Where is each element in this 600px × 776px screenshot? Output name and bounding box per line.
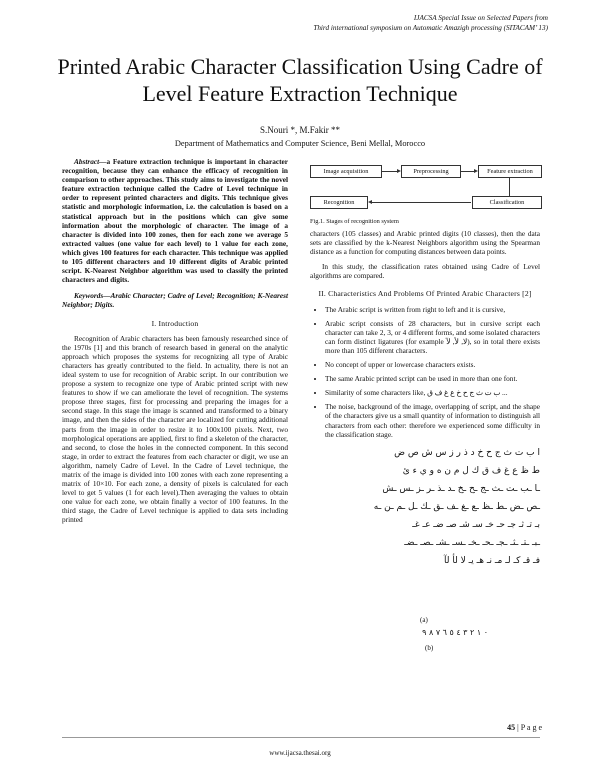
list-item: • The noise, background of the image, overlapping of script, and the shape of the characters give us a small quantity of information to distinguish all characters from each other: therefore we experienced some difficulty in the classification stage. [325, 402, 540, 438]
figure-1 [310, 157, 540, 229]
list-item: • The Arabic script is written from right to left and it is cursive, [325, 305, 540, 314]
footer-divider [62, 737, 540, 738]
arrow-4 [370, 202, 471, 203]
header-line-2: Third international symposium on Automatic Amazigh processing (SITACAM’ 13) [313, 23, 548, 32]
section-1-heading: I. Introduction [151, 318, 199, 328]
characteristics-list [310, 305, 540, 439]
right-paragraph-1: characters (105 classes) and Arabic printed digits (10 classes), then the data sets are classified by the k-Nearest Neighbors algorithm using the Spearman distance as a function for computing distances between data points. [310, 229, 540, 257]
arrow-3 [509, 178, 510, 196]
right-column [310, 157, 540, 596]
arabic-row: فـ قـ كـ لـ مـ نـ هـ يـ لا لأ لآ [443, 555, 540, 566]
figure-2-arabic-characters [310, 444, 540, 596]
arabic-row: ا ب ت ث ج ح خ د ذ ر ز س ش ص ض [394, 447, 540, 458]
list-item: • The same Arabic printed script can be used in more than one font. [325, 374, 540, 383]
authors: S.Nouri *, M.Fakir ** [259, 125, 340, 135]
box-recognition: Recognition [310, 196, 368, 209]
arabic-row: ط ظ ع غ ف ق ك ل م ن ه و ي ء ئ [402, 465, 540, 476]
list-item: • No concept of upper or lowercase characters exists. [325, 360, 540, 369]
intro-paragraph: Recognition of Arabic characters has been famously researched since of the 1970s [1] and this branch of research based in general on the analytic approach which proposes the systems for recognizing all type of Arabic characters has greatly contributed to the field. In actuality, there is not an ideal system to use for recognition of Arabic script. In our contribution we propose a system to recognize one type of Arabic printed script with new features to show if we can ameliorate the level of recognition. The systems propose three stages, first for processing and preparing the images for a second stage. In this stage the image is scanned and transformed to a binary image, and then the sides of the character are localized for cutting additional parts from the image in order to resize it to 100x100 pixels. Next, two morphological operations are applied, first to find a skeleton of the character, and second, to close the holes in the connected component. In this second stage, in order to extract the features from each character or digit, we use an algorithm, namely Cadre of Level. In the Cadre of Level technique, the matrix of the image is divided into 100 zones with each zone representing a matrix of 10×10. For each zone, a density of pixels is calculated for each level to get 5 values (1 for each level).Then averaging the values to obtain one value for each zone, we obtain finally a vector of 100 features. In the third stage, the Cadre of Level technique is applied to data sets including printed [62, 333, 288, 525]
arabic-row: ـا ـب ـت ـث ـج ـح ـخ ـد ـذ ـر ـز ـس ـش [382, 483, 540, 494]
list-item: • Arabic script consists of 28 characters, but in cursive script each character can take 2, 3, or 4 different forms, and some isolated characters can form distinct ligatures (for example لا, لأ, لآ), so in total there exists more than 105 different characters. [325, 319, 540, 355]
arabic-row: بـ تـ ثـ جـ حـ خـ سـ شـ صـ ضـ عـ غـ [412, 519, 540, 530]
keywords-label: Keywords— [74, 291, 111, 301]
page-number-value: 45 [507, 723, 516, 732]
abstract-label: Abstract— [74, 157, 107, 166]
list-item: • Similarity of some characters like, ب ت ث ج ح خ ع غ ف ق ... [325, 388, 540, 397]
box-image-acquisition: Image acquisition [310, 165, 382, 178]
box-feature-extraction: Feature extraction [478, 165, 542, 178]
section-2-heading: II. Characteristics And Problems Of Printed Arabic Characters [2] [318, 289, 532, 299]
page-word: P a g e [520, 723, 542, 732]
paper-title: Printed Arabic Character Classification Using Cadre of Level Feature Extraction Technique [57, 54, 543, 106]
arabic-row: ـبـ ـتـ ـثـ ـجـ ـحـ ـخـ ـسـ ـشـ ـصـ ـضـ [404, 537, 540, 548]
department: Department of Mathematics and Computer Science, Beni Mellal, Morocco [174, 139, 426, 148]
journal-header [313, 14, 548, 33]
page-number: 45 | P a g e [507, 723, 542, 732]
figure-2-label-b: (b) [425, 644, 434, 652]
keywords-text: Arabic Character; Cadre of Level; Recognition; K-Nearest Neighbor; Digits. [62, 291, 288, 310]
abstract-text: a Feature extraction technique is important in character recognition, because they can enhance the efficacy of recognition in comparison to other approaches. This study aims to investigate the novel feature extraction technique called the Cadre of Level technique in order to represent printed characters and digits. This technique gives statistic and morphologic information, i.e. the calculation is based on a statistical approach but in the positions which can give some information about the morphologic of character. The image of a character is divided into 100 zones, then for each zone we average 5 extracted values (one value for each level) to 1 value for each zone, which gives 100 features for each character. This technique was applied to 105 different characters and 10 different digits of Arabic printed script. K-Nearest Neighbor algorithm was used to classify the printed characters and digits. [62, 157, 288, 285]
right-paragraph-2: In this study, the classification rates obtained using Cadre of Level algorithms are compared. [310, 262, 540, 281]
header-line-1: IJACSA Special Issue on Selected Papers from [413, 14, 548, 22]
box-classification: Classification [472, 196, 542, 209]
figure-1-caption: Fig.1. Stages of recognition system [310, 218, 399, 225]
abstract [62, 157, 288, 284]
figure-2-label-a: (a) [420, 616, 428, 624]
arabic-digits: ٠ ١ ٢ ٣ ٤ ٥ ٦ ٧ ٨ ٩ [422, 628, 488, 637]
arabic-row: ـص ـض ـط ـظ ـع ـغ ـف ـق ـك ـل ـم ـن ـه [373, 501, 540, 512]
journal-url: www.ijacsa.thesai.org [269, 749, 331, 757]
left-column [62, 157, 288, 525]
box-preprocessing: Preprocessing [401, 165, 461, 178]
arrow-4-head [368, 200, 372, 204]
keywords [62, 291, 288, 309]
